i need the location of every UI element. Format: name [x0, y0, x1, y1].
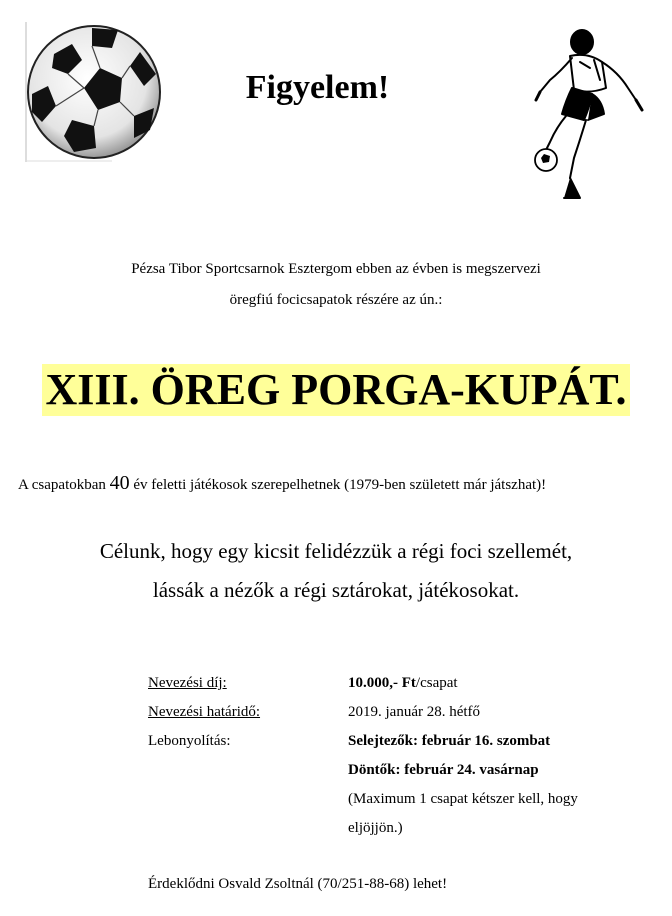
- eligibility-text: [18, 472, 546, 496]
- schedule-note-line-2: eljöjjön.): [348, 820, 403, 836]
- qualifiers-date: Selejtezők: február 16. szombat: [348, 733, 551, 749]
- page-heading: Figyelem!: [245, 69, 390, 106]
- fee-label: Nevezési díj:: [148, 675, 227, 691]
- intro-line-2: öregfiú focicsapatok részére az ún.:: [229, 292, 443, 308]
- soccer-player-icon: [530, 28, 650, 204]
- schedule-note-line-1: (Maximum 1 csapat kétszer kell, hogy: [348, 791, 578, 807]
- deadline-label: Nevezési határidő:: [148, 704, 261, 720]
- eligibility-before: A csapatokban: [18, 477, 110, 493]
- soccer-ball-icon: [22, 22, 162, 162]
- eligibility-after: év feletti játékosok szerepelhetnek (1979-ben született már játszhat)!: [129, 477, 547, 493]
- goal-line-2: lássák a nézők a régi sztárokat, játékosokat.: [152, 578, 520, 602]
- event-title: XIII. ÖREG PORGA-KUPÁT.: [42, 364, 631, 416]
- eligibility-age: 40: [109, 472, 130, 494]
- fee-amount: 10.000,- Ft: [348, 675, 416, 691]
- intro-line-1: Pézsa Tibor Sportcsarnok Esztergom ebben az évben is megszervezi: [131, 261, 541, 277]
- deadline-value: 2019. január 28. hétfő: [348, 704, 481, 720]
- schedule-label: Lebonyolítás:: [148, 733, 231, 749]
- goal-line-1: Célunk, hogy egy kicsit felidézzük a régi foci szellemét,: [99, 539, 573, 563]
- fee-unit: /csapat: [415, 675, 458, 691]
- event-title-container: [0, 364, 672, 416]
- contact-info: Érdeklődni Osvald Zsoltnál (70/251-88-68) lehet!: [148, 876, 448, 892]
- fee-value: [348, 673, 458, 693]
- finals-date: Döntők: február 24. vasárnap: [348, 762, 539, 778]
